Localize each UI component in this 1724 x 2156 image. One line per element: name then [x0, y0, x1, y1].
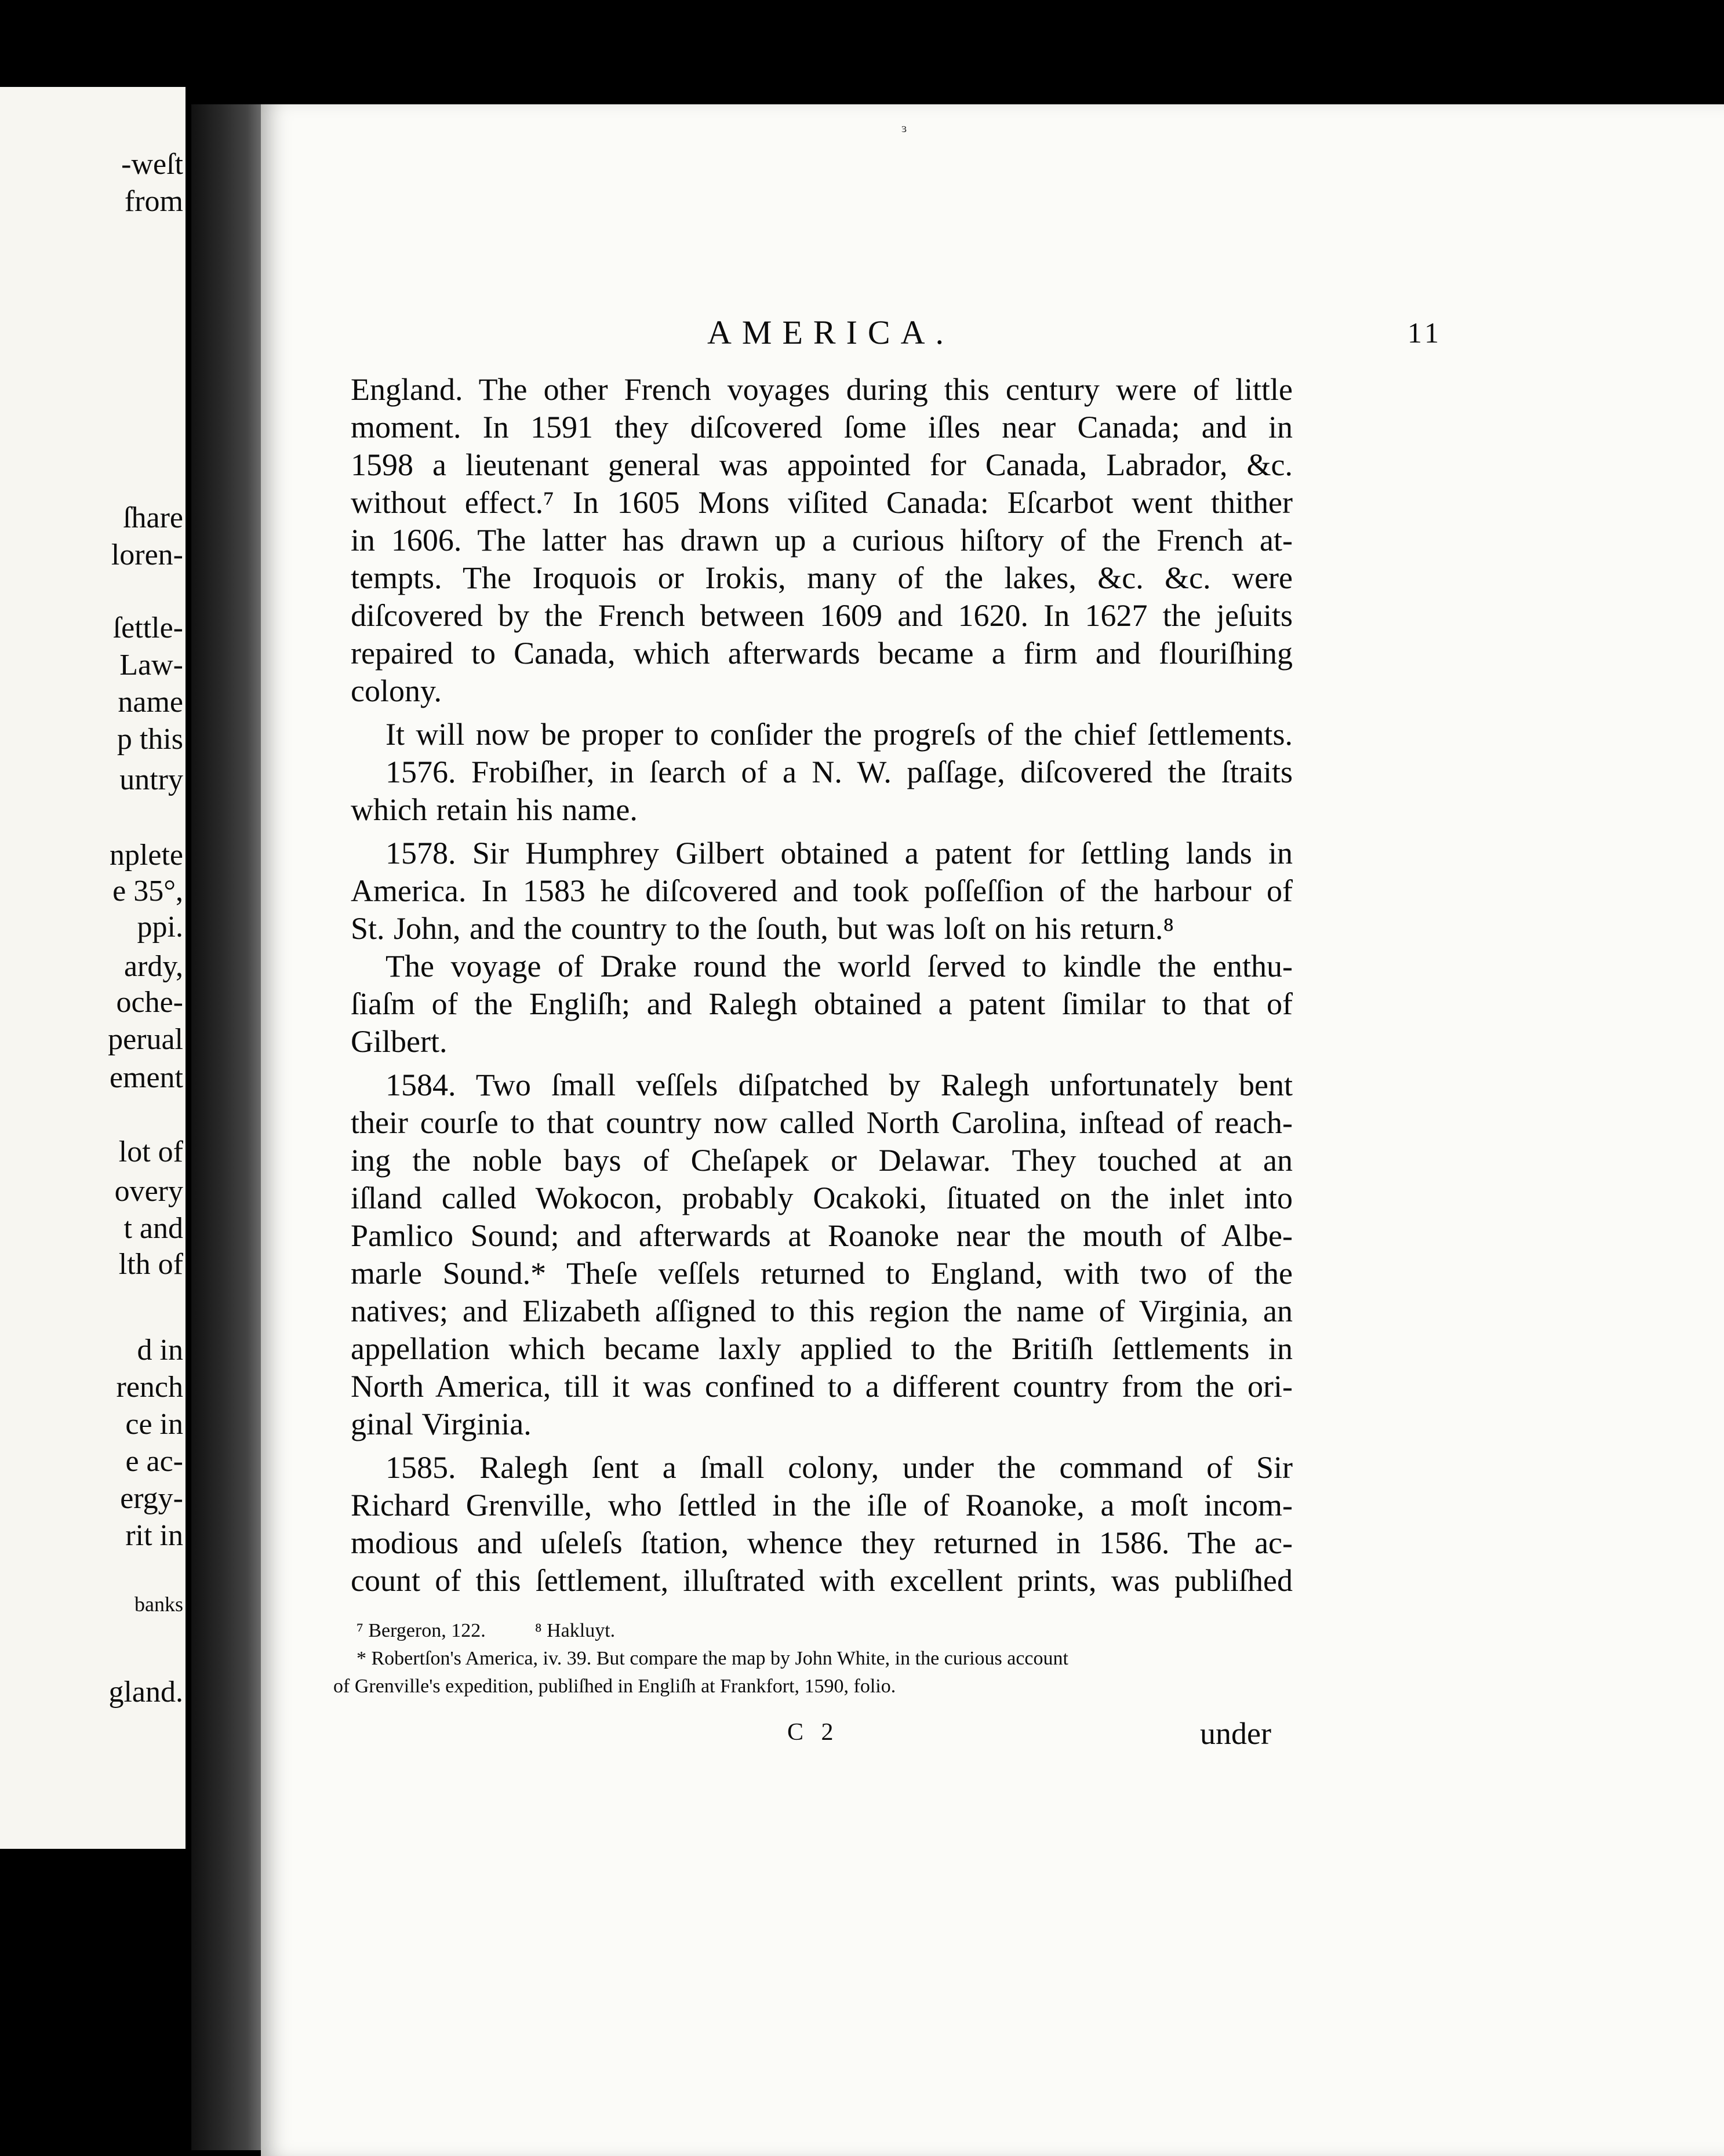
text-line: which retain his name.	[351, 792, 638, 827]
text-line: Pamlico Sound; and afterwards at Roanoke near the mouth of Albe-	[351, 1218, 1293, 1253]
page-top-mark: ɜ	[901, 121, 907, 135]
text-line: 1598 a lieutenant general was appointed for Canada, Labrador, &c.	[351, 447, 1293, 482]
left-page-line: untry	[119, 763, 183, 796]
signature-mark: C 2	[787, 1719, 839, 1746]
text-line: 1584. Two ſmall veſſels diſpatched by Ralegh unfortunately bent	[385, 1068, 1293, 1102]
footnote-line: * Robertſon's America, iv. 39. But compare the map by John White, in the curious account	[357, 1648, 1068, 1669]
footnote-line: ⁷ Bergeron, 122. ⁸ Hakluyt.	[357, 1620, 616, 1641]
text-line: America. In 1583 he diſcovered and took poſſeſſion of the harbour of	[351, 873, 1293, 908]
left-page-line: nplete	[109, 839, 183, 872]
text-line: count of this ſettlement, illuſtrated with excellent prints, was publiſhed	[351, 1563, 1293, 1598]
left-page-line: ardy,	[123, 950, 183, 983]
left-page-line: perual	[108, 1023, 183, 1056]
footnotes	[333, 1617, 1296, 1700]
left-page-line: t and	[123, 1212, 183, 1245]
text-line: without effect.⁷ In 1605 Mons viſited Canada: Eſcarbot went thither	[351, 485, 1293, 520]
left-page-line: ce in	[125, 1408, 183, 1441]
left-page-line: ſettle-	[112, 611, 183, 644]
left-page-line: ppi.	[137, 911, 183, 944]
text-line: Gilbert.	[351, 1024, 448, 1059]
left-page-line: p this	[117, 723, 183, 756]
text-line: tempts. The Iroquois or Irokis, many of the lakes, &c. &c. were	[351, 560, 1293, 595]
left-page-line: rench	[116, 1371, 183, 1404]
text-line: in 1606. The latter has drawn up a curious hiſtory of the French at-	[351, 523, 1293, 558]
left-page-line: banks	[134, 1593, 183, 1616]
left-page-line: lot of	[118, 1135, 183, 1168]
footnote-line: of Grenville's expedition, publiſhed in Engliſh at Frankfort, 1590, folio.	[333, 1676, 896, 1697]
left-page-line: ement	[109, 1061, 183, 1094]
text-line: England. The other French voyages during this century were of little	[351, 372, 1293, 407]
text-line: natives; and Elizabeth aſſigned to this region the name of Virginia, an	[351, 1294, 1293, 1328]
body-text	[351, 371, 1293, 1600]
text-line: ing the noble bays of Cheſapek or Delawar. They touched at an	[351, 1143, 1293, 1178]
text-line: 1585. Ralegh ſent a ſmall colony, under the command of Sir	[385, 1450, 1293, 1485]
text-line: ginal Virginia.	[351, 1407, 532, 1441]
left-page-line: d in	[137, 1334, 183, 1367]
text-line: North America, till it was confined to a different country from the ori-	[351, 1369, 1293, 1404]
left-page-line: from	[124, 185, 183, 218]
left-page-line: name	[118, 686, 183, 719]
text-line: modious and uſeleſs ſtation, whence they returned in 1586. The ac-	[351, 1525, 1293, 1560]
left-page-line: -weſt	[121, 148, 183, 181]
left-page-line: ſhare	[123, 501, 183, 534]
text-line: ſiaſm of the Engliſh; and Ralegh obtained a patent ſimilar to that of	[351, 986, 1293, 1021]
text-line: 1578. Sir Humphrey Gilbert obtained a patent for ſettling lands in	[385, 836, 1293, 871]
running-head: AMERICA.	[707, 314, 954, 351]
page-number: 11	[1407, 316, 1443, 349]
text-line: St. John, and the country to the ſouth, but was loſt on his return.⁸	[351, 911, 1174, 946]
text-line: moment. In 1591 they diſcovered ſome iſles near Canada; and in	[351, 410, 1293, 445]
text-line: their courſe to that country now called North Carolina, inſtead of reach-	[351, 1105, 1293, 1140]
left-page-line: e ac-	[125, 1445, 183, 1478]
left-page-line: ergy-	[120, 1482, 183, 1515]
text-line: appellation which became laxly applied to the Britiſh ſettlements in	[351, 1331, 1293, 1366]
left-page-line: loren-	[111, 538, 183, 571]
left-page-line: rit in	[125, 1519, 183, 1552]
text-line: The voyage of Drake round the world ſerved to kindle the enthu-	[385, 949, 1293, 984]
text-line: repaired to Canada, which afterwards became a firm and flouriſhing	[351, 636, 1293, 671]
left-page-line: Law-	[119, 649, 183, 682]
text-line: 1576. Frobiſher, in ſearch of a N. W. paſſage, diſcovered the ſtraits	[385, 755, 1293, 789]
text-line: marle Sound.* Theſe veſſels returned to England, with two of the	[351, 1256, 1293, 1291]
text-line: diſcovered by the French between 1609 and 1620. In 1627 the jeſuits	[351, 598, 1293, 633]
left-page-line: e 35°,	[112, 875, 183, 908]
catchword: under	[1200, 1716, 1271, 1751]
text-line: It will now be proper to conſider the progreſs of the chief ſettlements.	[385, 717, 1293, 752]
left-page-line: lth of	[118, 1248, 183, 1281]
left-page-line: gland.	[108, 1676, 183, 1709]
left-page-line: oche-	[116, 986, 183, 1019]
left-facing-page	[0, 87, 186, 1849]
book-gutter	[191, 104, 261, 2150]
text-line: iſland called Wokocon, probably Ocakoki, ſituated on the inlet into	[351, 1181, 1293, 1215]
text-line: Richard Grenville, who ſettled in the iſle of Roanoke, a moſt incom-	[351, 1488, 1293, 1523]
left-page-line: overy	[114, 1175, 183, 1208]
text-line: colony.	[351, 673, 442, 708]
